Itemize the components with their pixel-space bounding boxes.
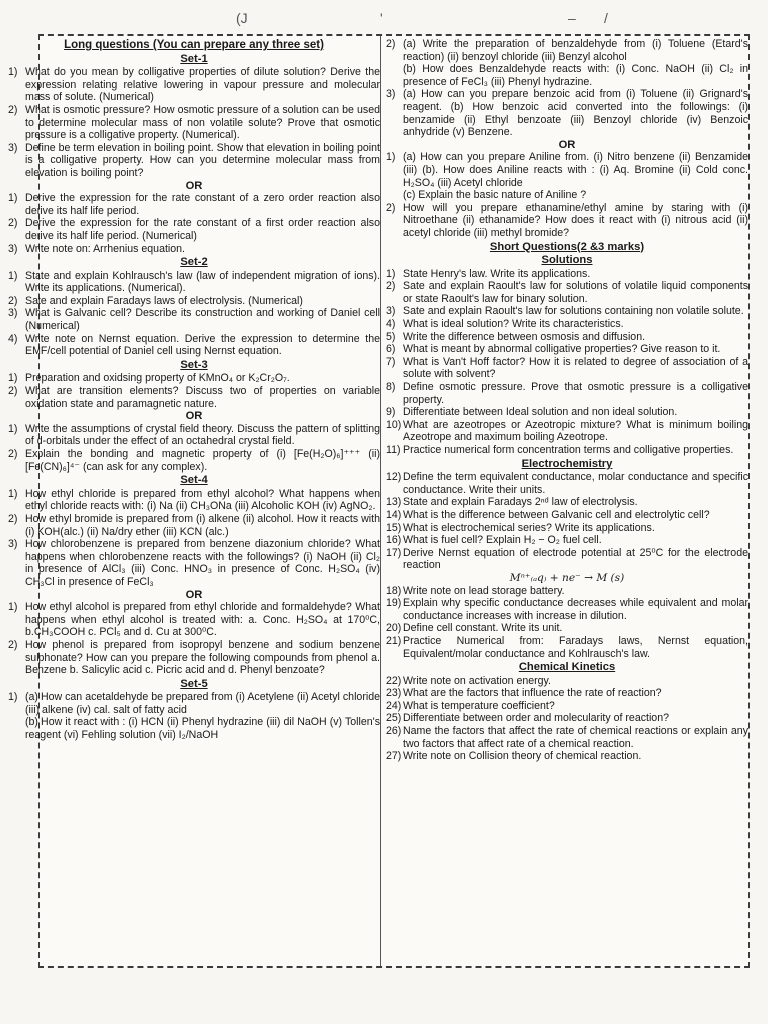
question-number: 1) [8,192,18,205]
question-number [386,189,403,202]
question-number: 2) [8,294,18,307]
question-item [386,88,748,138]
question-item [8,513,380,538]
question-item [386,712,748,725]
question-number: 3) [8,141,18,154]
question-number: 5) [386,330,396,343]
question-text: Practice numerical form concentration terms and colligative properties. [403,444,734,456]
question-text: What is meant by abnormal colligative properties? Give reason to it. [403,343,721,356]
pen-mark: / [604,10,608,26]
question-item [8,104,380,142]
question-text: What is Galvanic cell? Describe its construction and working of Daniel cell (Numerical) [25,307,380,333]
section-heading-electrochemistry: Electrochemistry [521,457,613,470]
question-number: 4) [8,332,18,345]
question-number: 2) [8,103,18,116]
question-item [386,280,748,305]
question-text: Sate and explain Raoult's law for solutions of volatile liquid components or state Raoult's law for binary solution. [403,280,748,305]
question-item [8,639,380,677]
question-text: Differentiate between order and molecularity of reaction? [403,712,669,725]
question-item [8,448,380,473]
question-number: 2) [8,217,18,230]
question-item [386,331,748,344]
reaction-equation: Mⁿ⁺₍ₐq₎ + ne⁻ → M (s) [509,571,625,584]
question-item [386,406,748,419]
question-text: How chlorobenzene is prepared from benzene diazonium chloride? What happens when chlorobenzene reacts with the followings? (i) NaOH (ii) Cl₂ in presence of AlCl₃ (iii) Conc. HNO₃ in presence of Conc. H₂SO₄ (iv) CH₃Cl in presence of FeCl₃ [25,538,380,588]
question-number: 6) [386,343,396,356]
question-text: Sate and explain Faradays laws of electrolysis. (Numerical) [25,294,303,307]
question-text: What is temperature coefficient? [403,699,555,712]
question-text: (a) Write the preparation of benzaldehyde from (i) Toluene (Etard's reaction) (ii) benzoyl chloride (iii) Benzyl alcohol [403,38,748,63]
question-text: State Henry's law. Write its applications. [403,267,591,280]
question-text: (a) How can you prepare benzoic acid from (i) Toluene (ii) Grignard's reagent. (b) How benzoic acid converted into the followings: (i) benzamide (ii) Ethyl benzoate (iii) Benzoyl chloride (iv) Benzoic anhydride (v) Benzene. [403,88,748,139]
question-text: Define osmotic pressure. Prove that osmotic pressure is a colligative property. [403,381,748,406]
question-item [386,471,748,496]
question-text: What is osmotic pressure? How osmotic pressure of a solution can be used to determine molecular mass of non volatile solute? Prove that osmotic pressure is a colligative property. (Numerical). [25,103,380,142]
question-number: 3) [8,307,18,320]
or-divider: OR [185,179,203,192]
question-text: What is Van't Hoff factor? How it is related to degree of association of a solute with solvent? [403,355,748,381]
question-item [8,691,380,716]
question-item [8,66,380,104]
question-item [8,243,380,256]
question-number: 23) [386,687,402,700]
question-number: 3) [386,305,396,318]
question-item [386,63,748,88]
question-number: 11) [386,444,401,456]
question-number: 2) [8,638,18,651]
question-number: 18) [386,584,402,597]
question-text: Practice Numerical from: Faradays laws, Nernst equation, Equivalent/molar conductance and Kohlrausch's law. [403,634,748,660]
or-divider: OR [185,410,203,423]
column-divider [380,36,381,966]
question-item [386,622,748,635]
question-number: 1) [8,691,18,704]
question-text: Write the assumptions of crystal field theory. Discuss the pattern of splitting of d-orbitals under the effect of an octahedral crystal field. [25,422,380,448]
question-item [8,385,380,410]
question-item [386,268,748,281]
question-text: (a) How can you prepare Aniline from. (i) Nitro benzene (ii) Benzamide (iii) (b). How does Aniline reacts with : (i) Aq. Bromine (ii) Cold conc. H₂SO₄ (iii) Acetyl chloride [403,151,748,189]
question-item [8,217,380,242]
question-text: What is ideal solution? Write its characteristics. [403,318,624,331]
question-number: 1) [386,151,396,164]
question-number: 8) [386,381,396,394]
or-divider: OR [558,138,576,151]
question-number: 19) [386,597,402,610]
question-number: 2) [386,201,396,214]
question-number: 17) [386,546,402,559]
section-heading-solutions: Solutions [541,254,593,267]
question-number: 26) [386,725,402,738]
question-text: Preparation and oxidsing property of KMnO₄ or K₂Cr₂O₇. [25,372,290,385]
set-heading: Set-3 [180,358,208,371]
question-item [386,509,748,522]
question-number: 20) [386,622,402,635]
question-text: Explain the bonding and magnetic property of (i) [Fe(H₂O)₆]⁺⁺⁺ (ii) [Fe(CN)₆]⁴⁻ (can ask for any complex). [25,448,380,473]
long-questions-title: Long questions (You can prepare any three set) [64,39,324,51]
question-number: 1) [8,487,18,500]
question-text: Derive the expression for the rate constant of a zero order reaction also derive its half life period. [25,192,380,217]
question-number: 12) [386,471,402,484]
question-item [386,522,748,535]
question-text: Write note on Nernst equation. Derive the expression to determine the EMF/cell potential of Daniel cell using Nernst equation. [25,332,380,358]
question-number: 25) [386,712,402,725]
question-number [386,63,403,88]
question-text: Write note on: Arrhenius equation. [25,242,185,255]
question-item [8,488,380,513]
pen-mark: (J [236,10,248,26]
question-item [386,700,748,713]
question-item [8,192,380,217]
question-number: 2) [386,280,396,293]
question-text: What are azeotropes or Azeotropic mixture? What is minimum boiling Azeotrope and maximum boiling Azeotrope. [403,418,748,444]
question-item [386,687,748,700]
question-item [386,547,748,572]
set-heading: Set-5 [180,677,208,690]
question-item [8,270,380,295]
question-text: Define the term equivalent conductance, molar conductance and specific conductance. Write their units. [403,471,748,496]
section-heading-kinetics: Chemical Kinetics [518,661,616,674]
question-number: 7) [386,355,396,368]
left-column [8,38,380,742]
question-number: 21) [386,634,402,647]
question-item [386,189,748,202]
question-number: 4) [386,318,396,331]
pen-mark: ' [380,10,383,26]
question-text: Write note on lead storage battery. [403,584,565,597]
question-number: 2) [8,385,18,398]
set-heading: Set-1 [180,52,208,65]
question-item [386,496,748,509]
question-text: What is the difference between Galvanic cell and electrolytic cell? [403,508,710,521]
question-number: 1) [8,66,18,79]
question-text: How phenol is prepared from isopropyl benzene and sodium benzene sulphonate? How can you prepare the following compounds from phenol a. Benzene b. Salicylic acid c. Picric acid and d. Phenyl benzoate? [25,638,380,677]
question-item [386,202,748,240]
question-text: State and explain Faradays 2ⁿᵈ law of electrolysis. [403,496,638,509]
question-number: 3) [8,538,18,551]
question-text: What are transition elements? Discuss two of properties on variable oxidation state and paramagnetic nature. [25,385,380,410]
question-item [8,601,380,639]
question-number: 2) [386,38,396,50]
question-text: Explain why specific conductance decreases while equivalent and molar conductance increases with increase in dilution. [403,597,748,622]
question-text: What is fuel cell? Explain H₂ − O₂ fuel cell. [403,534,602,547]
question-item [386,585,748,598]
question-text: State and explain Kohlrausch's law (law of independent migration of ions). Write its applications. (Numerical). [25,269,380,295]
question-number: 13) [386,496,402,509]
question-item [8,538,380,588]
question-item [386,318,748,331]
short-questions-title: Short Questions(2 &3 marks) [489,240,645,253]
question-text: How ethyl bromide is prepared from (i) alkene (ii) alcohol. How it reacts with (i) KOH(alc.) (ii) Na/dry ether (iii) KCN (alc.) [25,512,380,538]
question-item [8,372,380,385]
question-item [8,142,380,180]
question-number: 1) [386,267,396,280]
question-item [8,295,380,308]
or-divider: OR [185,588,203,601]
question-item [386,635,748,660]
question-text: Differentiate between Ideal solution and non ideal solution. [403,406,678,419]
question-item [386,419,748,444]
question-number: 1) [8,601,18,614]
question-item [386,151,748,189]
question-number: 1) [8,422,18,435]
question-item [8,423,380,448]
question-text: How ethyl chloride is prepared from ethyl alcohol? What happens when ethyl chloride reacts with: (i) Na (ii) CH₃ONa (iii) Alcoholic KOH (iv) AgNO₂. [25,487,380,513]
question-number: 15) [386,521,402,534]
question-item [386,597,748,622]
question-number: 16) [386,534,402,547]
question-number: 3) [8,242,18,255]
question-text: How will you prepare ethanamine/ethyl amine by staring with (i) Nitroethane (ii) ethanamide? How does it react with (i) nitrous acid (ii) acetyl chloride (iii) methyl bromide? [403,201,748,239]
question-item [386,356,748,381]
question-text: Write the difference between osmosis and diffusion. [403,330,646,343]
question-text: What is electrochemical series? Write its applications. [403,521,655,534]
question-item [386,381,748,406]
question-item [386,675,748,688]
question-text: Derive the expression for the rate constant of a first order reaction also derive its half life period. (Numerical) [25,217,380,242]
question-text: Define cell constant. Write its unit. [403,622,563,635]
pen-mark: – [568,10,576,26]
question-item [386,343,748,356]
right-column [386,38,748,763]
question-text: Sate and explain Raoult's law for solutions containing non volatile solute. [403,305,744,318]
question-text: What are the factors that influence the rate of reaction? [403,687,662,700]
set-heading: Set-4 [180,474,208,487]
question-number: 22) [386,674,402,687]
question-item [8,307,380,332]
question-item [386,444,748,457]
question-item [386,305,748,318]
question-text: What do you mean by colligative properties of dilute solution? Derive the expression relating relative lowering in vapour pressure and molecular mass of solute. (Numerical) [25,66,380,104]
set-heading: Set-2 [180,256,208,269]
question-item [386,725,748,750]
question-number: 2) [8,448,18,460]
question-item [8,333,380,358]
question-number: 1) [8,269,18,282]
question-text: How ethyl alcohol is prepared from ethyl chloride and formaldehyde? What happens when ethyl alcohol is treated with: a. Conc. H₂SO₄ at 170⁰C, b.CH₃COOH c. PCl₅ and d. Cu at 300⁰C. [25,601,380,639]
question-subpart: (b) How it react with : (i) HCN (ii) Phenyl hydrazine (iii) dil NaOH (v) Tollen's reagent (vi) Fehling solution (vii) I₂/NaOH [25,716,380,742]
question-number: 14) [386,508,402,521]
question-text: Write note on Collision theory of chemical reaction. [403,750,642,763]
question-number: 9) [386,406,396,419]
question-number: 3) [386,88,396,101]
question-number: 10) [386,418,402,431]
question-number: 24) [386,699,402,712]
question-text: (b) How does Benzaldehyde reacts with: (i) Conc. NaOH (ii) Cl₂ in presence of FeCl₃ (iii) Phenyl hydrazine. [403,63,748,88]
question-text: (c) Explain the basic nature of Aniline ? [403,189,587,202]
question-item [386,750,748,763]
question-text: Derive Nernst equation of electrode potential at 25⁰C for the electrode reaction [403,546,748,572]
question-text: (a) How can acetaldehyde be prepared from (i) Acetylene (ii) Acetyl chloride (iii) alkene (iv) cal. salt of fatty acid [25,691,380,716]
question-number: 1) [8,372,18,385]
question-item [386,534,748,547]
question-text: Define be term elevation in boiling point. Show that elevation in boiling point is a colligative property. How can you determine molecular mass from elevation is boiling point? [25,141,380,179]
question-text: Name the factors that affect the rate of chemical reactions or explain any two factors that affect rate of a chemical reaction. [403,725,748,750]
question-number: 2) [8,512,18,525]
question-number: 27) [386,750,402,763]
question-item [386,38,748,63]
question-text: Write note on activation energy. [403,674,552,687]
